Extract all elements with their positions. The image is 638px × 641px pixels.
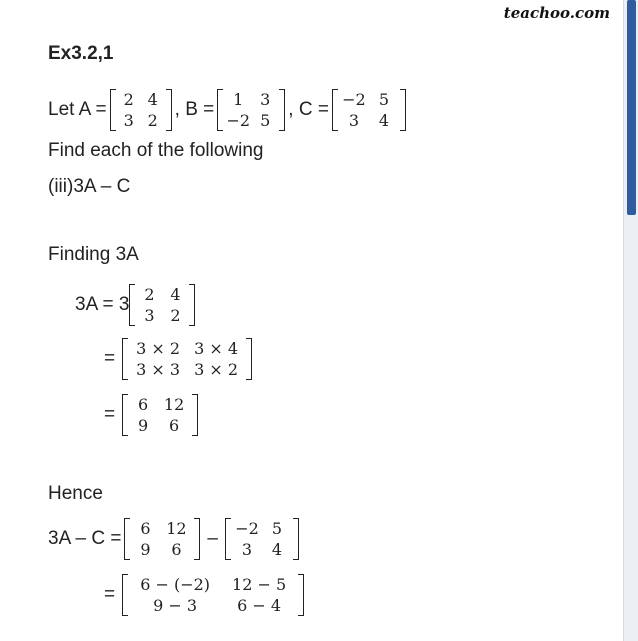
matrix-cell: 3	[241, 540, 253, 559]
minus-sign: –	[207, 528, 218, 549]
matrix-cell: 1	[233, 90, 244, 109]
instruction-text: Find each of the following	[48, 140, 264, 161]
matrix-cell: 4	[170, 285, 181, 304]
matrix-row	[224, 110, 278, 131]
matrix-cell: 4	[271, 540, 283, 559]
matrix-cell: 6	[138, 395, 149, 414]
hence-equation-2	[100, 574, 307, 616]
matrix-c	[332, 89, 406, 131]
matrix-c-copy	[225, 518, 299, 560]
matrix-row	[131, 539, 193, 560]
question-definition	[48, 89, 409, 131]
matrix-row	[129, 338, 245, 359]
matrix-cell: 6	[140, 519, 151, 538]
matrix-row	[136, 305, 188, 326]
matrix-step-multiply	[122, 338, 252, 380]
matrix-row	[131, 518, 193, 539]
matrix-cell: −2	[342, 90, 366, 109]
3a-equals-label: 3A = 3	[75, 294, 130, 315]
exercise-title: Ex3.2,1	[48, 43, 114, 64]
matrix-a	[110, 89, 172, 131]
b-label: , B =	[174, 99, 215, 120]
matrix-row	[339, 89, 399, 110]
matrix-cell: 12	[166, 519, 187, 538]
matrix-cell: 2	[144, 285, 155, 304]
matrix-cell: 2	[170, 306, 181, 325]
matrix-cell: 12	[163, 395, 185, 414]
let-a-label: Let A =	[48, 99, 107, 120]
matrix-cell: 3 × 4	[194, 339, 239, 358]
matrix-b	[217, 89, 285, 131]
matrix-cell: 4	[378, 111, 390, 130]
matrix-cell: 3	[144, 306, 155, 325]
hence-heading: Hence	[48, 483, 103, 504]
3a-minus-c-label: 3A – C =	[48, 528, 122, 549]
equals-sign: =	[104, 404, 116, 425]
matrix-cell: −2	[235, 519, 259, 538]
matrix-cell: −2	[226, 111, 251, 130]
matrix-row	[224, 89, 278, 110]
matrix-cell: 4	[147, 90, 158, 109]
matrix-row	[232, 539, 292, 560]
matrix-cell: 6 − (−2)	[140, 575, 211, 594]
matrix-3a-result	[122, 394, 198, 436]
matrix-cell: 5	[260, 111, 271, 130]
hence-equation-1	[48, 518, 302, 560]
matrix-cell: 5	[378, 90, 390, 109]
equals-sign: =	[104, 584, 116, 605]
teachoo-watermark: teachoo.com	[503, 4, 610, 22]
matrix-row	[117, 110, 165, 131]
matrix-cell: 2	[123, 90, 134, 109]
matrix-row	[232, 518, 292, 539]
finding-heading: Finding 3A	[48, 244, 139, 265]
matrix-cell: 9 − 3	[153, 596, 198, 615]
matrix-cell: 3	[123, 111, 134, 130]
matrix-row	[339, 110, 399, 131]
matrix-cell: 6 − 4	[237, 596, 282, 615]
matrix-row	[129, 574, 297, 595]
matrix-cell: 3	[260, 90, 271, 109]
matrix-row	[129, 359, 245, 380]
matrix-row	[129, 394, 191, 415]
finding-equation-2	[100, 338, 255, 380]
matrix-difference	[122, 574, 304, 616]
matrix-cell: 3	[348, 111, 360, 130]
equals-sign: =	[104, 348, 116, 369]
matrix-cell: 3 × 2	[194, 360, 239, 379]
matrix-cell: 12 − 5	[232, 575, 287, 594]
matrix-row	[117, 89, 165, 110]
matrix-row	[129, 415, 191, 436]
matrix-cell: 3 × 3	[136, 360, 181, 379]
scrollbar-thumb[interactable]	[627, 0, 636, 215]
matrix-row	[129, 595, 297, 616]
finding-equation-3	[100, 394, 201, 436]
matrix-cell: 6	[171, 540, 182, 559]
matrix-a-scaled	[129, 284, 195, 326]
matrix-cell: 9	[140, 540, 151, 559]
matrix-3a	[124, 518, 200, 560]
matrix-cell: 2	[147, 111, 158, 130]
finding-equation-1	[75, 284, 198, 326]
vertical-scrollbar[interactable]	[623, 0, 638, 641]
matrix-cell: 6	[169, 416, 180, 435]
question-part: (iii)3A – C	[48, 176, 131, 197]
c-label: , C =	[288, 99, 329, 120]
matrix-cell: 5	[271, 519, 283, 538]
matrix-cell: 3 × 2	[136, 339, 181, 358]
matrix-row	[136, 284, 188, 305]
matrix-cell: 9	[138, 416, 149, 435]
